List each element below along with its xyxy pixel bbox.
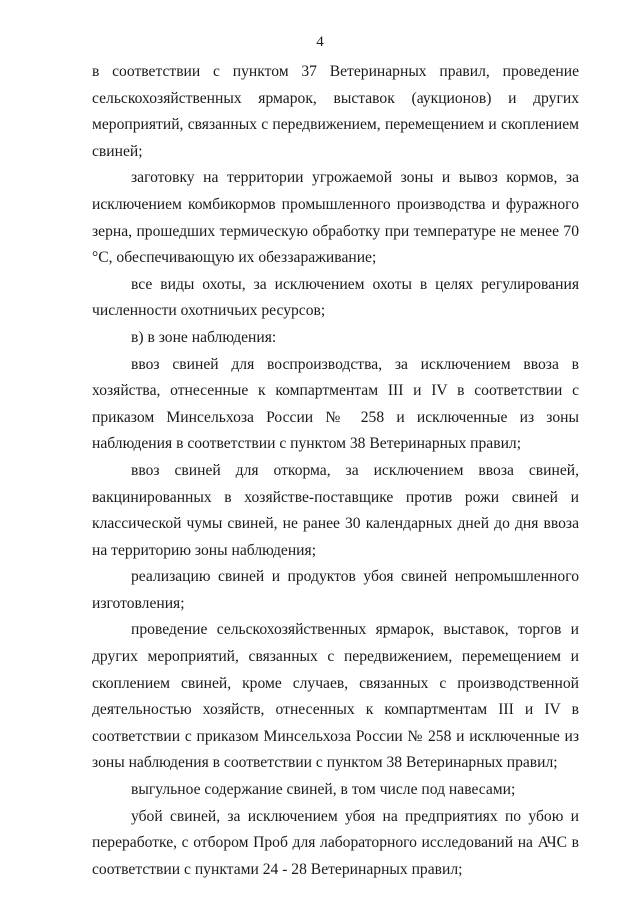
paragraph: в соответствии с пунктом 37 Ветеринарных правил, проведение сельскохозяйственных ярмарок, выставок (аукционов) и других мероприятий, связанных с передвижением, перемещением и скоплением свиней; [92, 63, 579, 160]
paragraph: выгульное содержание свиней, в том числе под навесами; [131, 781, 516, 799]
paragraph: ввоз свиней для откорма, за исключением ввоза свиней, вакцинированных в хозяйстве-поставщике против рожи свиней и классической чумы свиней, не ранее 30 календарных дней до дня ввоза на территорию зоны наблюдения; [92, 461, 579, 559]
paragraph: все виды охоты, за исключением охоты в целях регулирования численности охотничьих ресурсов; [92, 275, 579, 320]
paragraph: убой свиней, за исключением убоя на предприятиях по убою и переработке, с отбором Проб для лабораторного исследований на АЧС в соответствии с пунктами 24 - 28 Ветеринарных правил; [92, 807, 579, 878]
paragraph: реализацию свиней и продуктов убоя свиней непромышленного изготовления; [92, 568, 579, 612]
section-heading: в) в зоне наблюдения: [131, 328, 277, 346]
document-body [92, 59, 579, 883]
paragraph: заготовку на территории угрожаемой зоны и вывоз кормов, за исключением комбикормов промышленного производства и фуражного зерна, прошедших термическую обработку при температуре не менее 70 °С, обеспечивающую их обеззараживание; [92, 169, 579, 267]
paragraph: проведение сельскохозяйственных ярмарок, выставок, торгов и других мероприятий, связанных с передвижением, перемещением и скоплением свиней, кроме случаев, связанных с производственной деятельностью хозяйств, отнесенных к компартментам III и IV в соответствии с приказом Минсельхоза России № 258 и исключенные из зоны наблюдения в соответствии с пунктом 38 Ветеринарных правил; [92, 621, 579, 772]
page-number: 4 [316, 34, 324, 50]
paragraph: ввоз свиней для воспроизводства, за исключением ввоза в хозяйства, отнесенные к компартментам III и IV в соответствии с приказом Минсельхоза России № 258 и исключенные из зоны наблюдения в соответствии с пунктом 38 Ветеринарных правил; [92, 355, 579, 453]
